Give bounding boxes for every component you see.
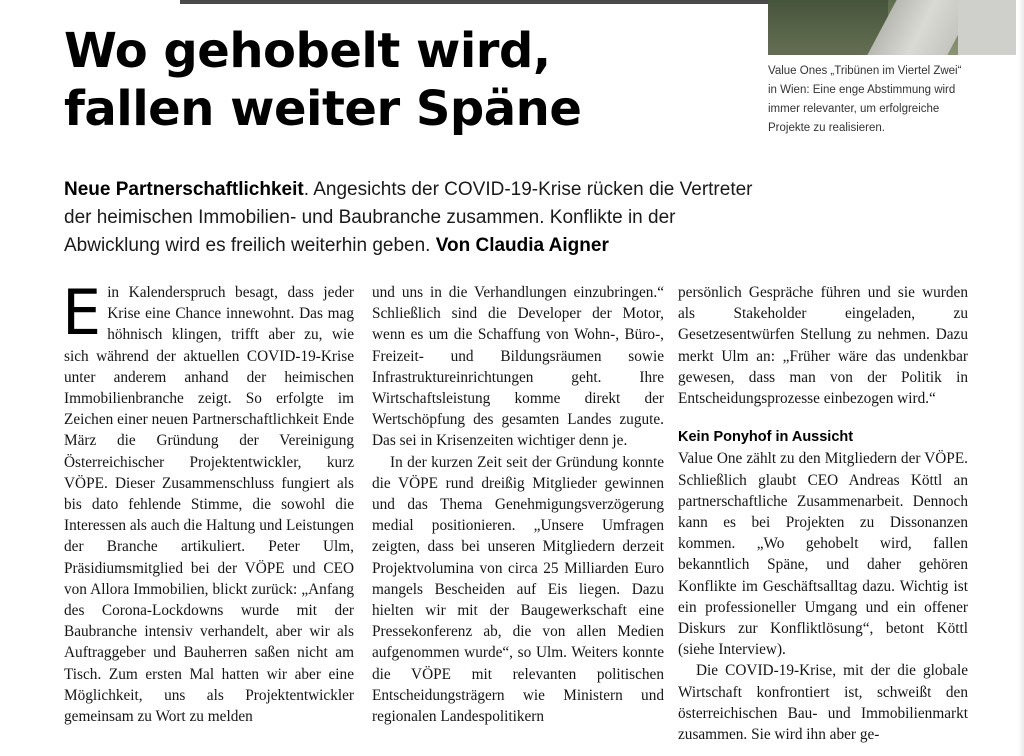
article-lead — [64, 176, 764, 260]
headline-line-1: Wo gehobelt wird, — [64, 23, 551, 79]
article-photo — [768, 0, 1016, 55]
body-column-3 — [678, 282, 968, 745]
caption-line: immer relevanter, um erfolgreiche — [768, 103, 940, 115]
body-paragraph: Die COVID-19-Krise, mit der die globale Wirtschaft konfrontiert ist, schweißt den österreichischen Bau- und Immobilienmarkt zusammen. Sie wird ihn aber ge- — [678, 662, 968, 744]
paragraph-text: in Kalenderspruch besagt, dass jeder Krise eine Chance innewohnt. Das mag höhnisch klingen, trifft aber zu, wie sich während der aktuellen COVID-19-Krise unter anderem anhand der heimischen Immobilienbranche zeigt. So erfolgte im Zeichen einer neuen Partnerschaftlichkeit Ende März die Gründung der Vereinigung Österreichischer Projektentwickler, kurz VÖPE. Dieser Zusammenschluss fungiert als bis dato fehlende Stimme, die sowohl die Interessen als auch die Haltung und Leistungen der Branche artikuliert. Peter Ulm, Präsidiumsmitglied bei der VÖPE und CEO von Allora Immobilien, blickt zurück: „Anfang des Corona-Lockdowns wurde mit der Baubranche intensiv verhandelt, aber wir als Auftraggeber und Bauherren saßen nicht am Tisch. Zum ersten Mal hatten wir aber eine Möglichkeit, uns als Projektentwickler gemeinsam zu Wort zu melden — [64, 284, 354, 726]
article-headline — [64, 22, 744, 138]
body-column-1 — [62, 276, 354, 727]
lead-text: . Angesichts der COVID-19-Krise rücken die Vertreter der heimischen Immobilien- und Baubranche zusammen. Konflikte in der Abwicklung wird es freilich weiterhin geben. — [64, 179, 753, 256]
previous-page-text-sliver — [180, 0, 780, 4]
photo-shadow — [768, 0, 888, 55]
headline-line-2: fallen weiter Späne — [64, 81, 582, 137]
photo-caption — [768, 62, 1008, 138]
caption-line: Projekte zu realisieren. — [768, 122, 885, 134]
body-paragraph — [62, 276, 354, 727]
drop-cap: E — [62, 276, 102, 349]
body-paragraph: persönlich Gespräche führen und sie wurden als Stakeholder eingeladen, zu Gesetzesentwürfen Stellung zu nehmen. Dazu merkt Ulm an: „Früher wäre das undenkbar gewesen, dass man von der Politik in Entscheidungsprozesse einbezogen wird.“ — [678, 284, 968, 408]
caption-line: in Wien: Eine enge Abstimmung wird — [768, 84, 956, 96]
section-subhead: Kein Ponyhof in Aussicht — [678, 429, 854, 446]
scan-edge-shadow — [1018, 0, 1024, 756]
caption-line: Value Ones „Tribünen im Viertel Zwei“ — [768, 65, 962, 77]
body-paragraph: In der kurzen Zeit seit der Gründung konnte die VÖPE rund dreißig Mitglieder gewinnen und das Thema Genehmigungsverzögerung medial positionieren. „Unsere Umfragen zeigten, dass bei unseren Mitgliedern derzeit Projektvolumina von circa 25 Milliarden Euro mangels Bescheiden auf Eis liegen. Dazu hielten wir mit der Baugewerkschaft eine Pressekonferenz ab, die von allen Medien aufgenommen wurde“, so Ulm. Weiters konnte die VÖPE mit relevanten politischen Entscheidungsträgern wie Ministern und regionalen Landespolitikern — [372, 453, 664, 726]
photo-paving — [958, 0, 1016, 55]
lead-kicker: Neue Partnerschaftlichkeit — [64, 179, 304, 200]
lead-byline: Von Claudia Aigner — [435, 235, 609, 256]
body-paragraph: Value One zählt zu den Mitgliedern der VÖPE. Schließlich glaubt CEO Andreas Köttl an partnerschaftliche Zusammenarbeit. Dennoch kann es bei Projekten zu Dissonanzen kommen. „Wo gehobelt wird, fallen bekanntlich Späne, und daher gehören Konflikte im Geschäftsalltag dazu. Wichtig ist ein professioneller Umgang und ein offener Diskurs zur Konfliktlösung“, betont Köttl (siehe Interview). — [678, 450, 968, 659]
previous-page-edge — [0, 0, 760, 8]
body-paragraph: und uns in die Verhandlungen einzubringen.“ Schließlich sind die Developer der Motor, wenn es um die Schaffung von Wohn-, Büro-, Freizeit- und Bildungsräumen sowie Infrastruktureinrichtungen geht. Ihre Wirtschaftsleistung komme direkt der Wertschöpfung des gesamten Landes zugute. Das sei in Krisenzeiten wichtiger denn je. — [372, 284, 664, 450]
body-column-2 — [372, 282, 664, 727]
